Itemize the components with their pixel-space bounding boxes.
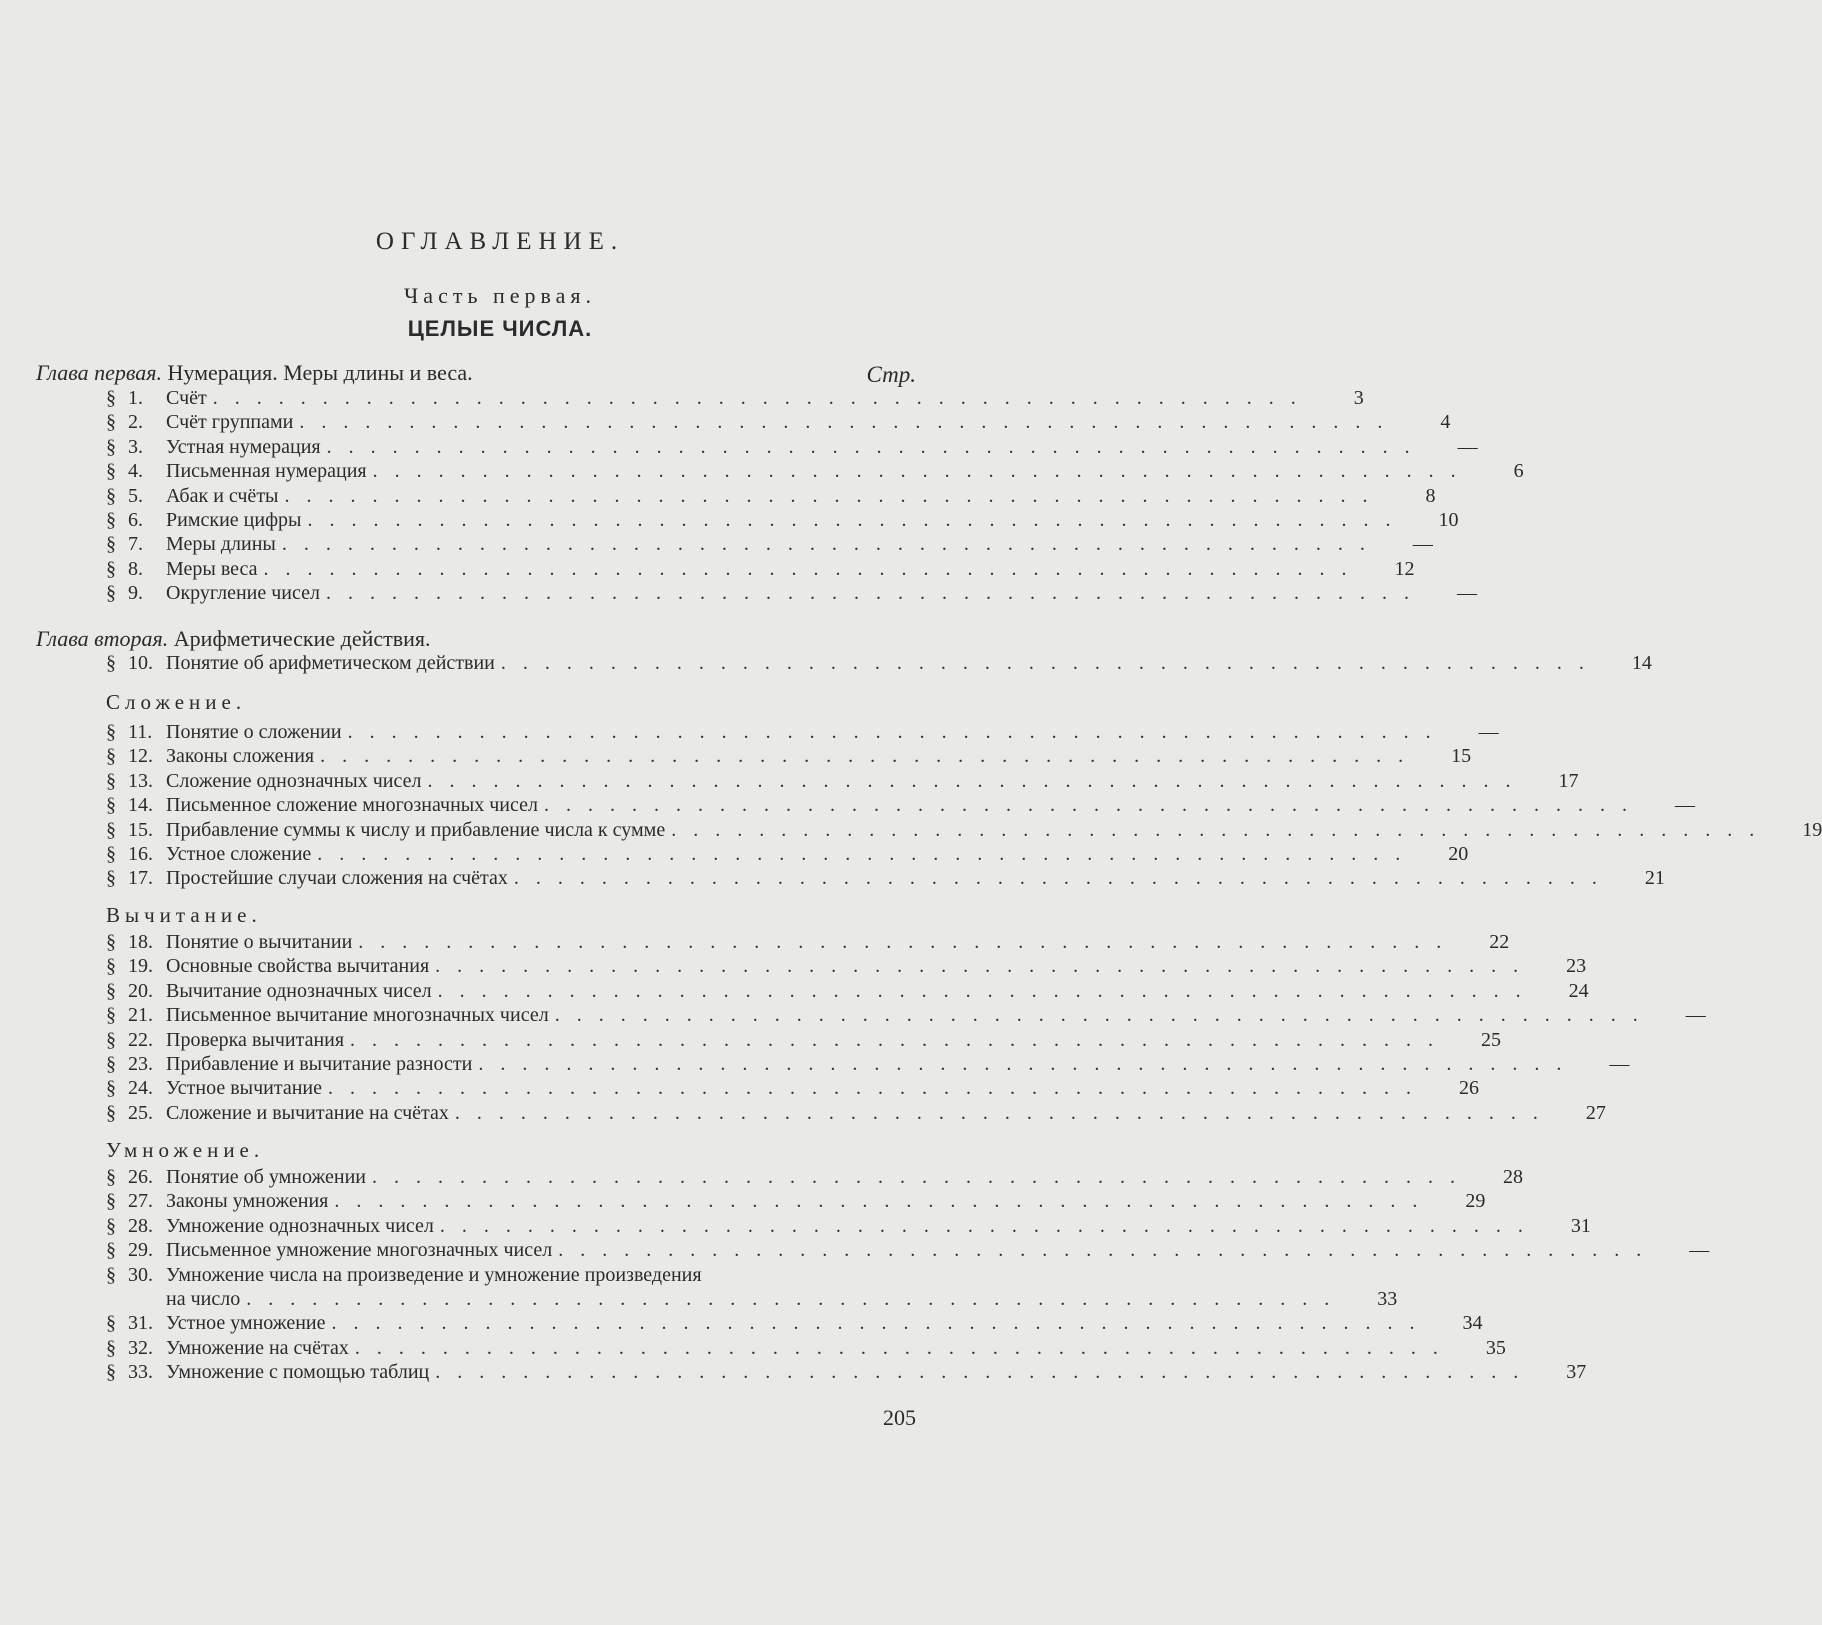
entry-page: 20: [1448, 843, 1469, 865]
toc-entry: [106, 484, 1436, 508]
chapter-label: Глава вторая.: [36, 626, 169, 651]
entry-title: Письменное сложение многозначных чисел: [166, 794, 538, 817]
entry-title: Понятие об арифметическом действии: [166, 652, 495, 674]
toc-entry: [106, 1189, 1486, 1213]
section-symbol: §: [106, 721, 116, 743]
toc-entry: [106, 435, 1478, 459]
entry-title: Меры длины: [166, 533, 276, 556]
section-label-subtraction: Вычитание.: [106, 903, 262, 927]
toc-entry: [106, 1076, 1479, 1100]
entry-number: 27.: [128, 1190, 153, 1213]
entry-page: 34: [1462, 1312, 1483, 1335]
dot-leader: . . . . . . . . . . . . . . . . . . . . . . . . . . . . . . . . . . . . . . . . . . . . . . . . . .: [347, 721, 1437, 743]
chapter-title: Нумерация. Меры длины и веса.: [167, 360, 473, 385]
toc-entry: [106, 1360, 1587, 1384]
entry-number: 4.: [128, 460, 143, 483]
entry-number: 29.: [128, 1239, 153, 1262]
entry-number: 19.: [128, 955, 153, 978]
toc-entry: [106, 386, 1364, 410]
dot-leader: . . . . . . . . . . . . . . . . . . . . . . . . . . . . . . . . . . . . . . . . . . . . . . . . . .: [558, 1239, 1648, 1262]
dot-leader: . . . . . . . . . . . . . . . . . . . . . . . . . . . . . . . . . . . . . . . . . . . . . . . . . .: [350, 1028, 1440, 1051]
entry-number: 32.: [128, 1336, 153, 1359]
page-number: 205: [883, 1405, 916, 1430]
section-symbol: §: [106, 1028, 116, 1051]
entry-title: Законы умножения: [166, 1190, 329, 1213]
entry-page: 17: [1558, 769, 1579, 792]
toc-entry: [106, 410, 1451, 434]
entry-title: Сложение однозначных чисел: [166, 769, 422, 792]
entry-number: 7.: [128, 533, 143, 556]
dot-leader: . . . . . . . . . . . . . . . . . . . . . . . . . . . . . . . . . . . . . . . . . . . . . . . . . .: [354, 1336, 1444, 1359]
entry-number: 14.: [128, 794, 153, 817]
entry-number: 5.: [128, 484, 143, 507]
entry-title: Понятие о сложении: [166, 721, 342, 743]
dot-leader: . . . . . . . . . . . . . . . . . . . . . . . . . . . . . . . . . . . . . . . . . . . . . . . . . .: [435, 1361, 1525, 1384]
section-symbol: §: [106, 533, 116, 556]
toc-entry: [106, 769, 1579, 793]
section-symbol: §: [106, 557, 116, 580]
section-symbol: §: [106, 979, 116, 1002]
dot-leader: . . . . . . . . . . . . . . . . . . . . . . . . . . . . . . . . . . . . . . . . . . . . . . . . . .: [281, 533, 1371, 556]
entry-page: —: [1478, 721, 1499, 743]
entry-title: Устное умножение: [166, 1312, 326, 1335]
toc-entry: [106, 1336, 1506, 1360]
toc-entry: [106, 979, 1589, 1003]
entry-title: Письменная нумерация: [166, 460, 367, 483]
entry-title: Прибавление суммы к числу и прибавление числа к сумме: [166, 818, 666, 841]
entry-number: 13.: [128, 769, 153, 792]
section-symbol: §: [106, 769, 116, 792]
entry-number: 11.: [128, 721, 153, 743]
dot-leader: . . . . . . . . . . . . . . . . . . . . . . . . . . . . . . . . . . . . . . . . . . . . . . . . . .: [478, 1053, 1568, 1075]
toc-entry: [106, 581, 1477, 605]
section-symbol: §: [106, 745, 116, 768]
entry-title: Письменное вычитание многозначных чисел: [166, 1004, 549, 1027]
entry-number: 1.: [128, 387, 143, 409]
dot-leader: . . . . . . . . . . . . . . . . . . . . . . . . . . . . . . . . . . . . . . . . . . . . . . . . . .: [284, 484, 1374, 507]
dot-leader: . . . . . . . . . . . . . . . . . . . . . . . . . . . . . . . . . . . . . . . . . . . . . . . . . .: [437, 979, 1527, 1002]
entry-page: —: [1609, 1053, 1630, 1075]
section-symbol: §: [106, 460, 116, 483]
entry-page: —: [1412, 533, 1433, 556]
toc-entry: [106, 1165, 1523, 1189]
section-symbol: §: [106, 652, 116, 674]
entry-title: Прибавление и вычитание разности: [166, 1053, 473, 1075]
dot-leader: . . . . . . . . . . . . . . . . . . . . . . . . . . . . . . . . . . . . . . . . . . . . . . . . . .: [500, 652, 1590, 674]
entry-page: —: [1689, 1239, 1710, 1262]
dot-leader: . . . . . . . . . . . . . . . . . . . . . . . . . . . . . . . . . . . . . . . . . . . . . . . . . .: [263, 557, 1353, 580]
dot-leader: . . . . . . . . . . . . . . . . . . . . . . . . . . . . . . . . . . . . . . . . . . . . . . . . . .: [212, 387, 1302, 409]
page-column-label: Стр.: [866, 362, 916, 387]
entry-title: Умножение с помощью таблиц: [166, 1361, 430, 1384]
toc-entry: [106, 532, 1433, 556]
entry-page: 26: [1459, 1077, 1479, 1100]
section-label-multiplication: Умножение.: [106, 1138, 265, 1162]
page-title: ОГЛАВЛЕНИЕ.: [375, 228, 625, 255]
section-symbol: §: [106, 955, 116, 978]
dot-leader: . . . . . . . . . . . . . . . . . . . . . . . . . . . . . . . . . . . . . . . . . . . . . . . . . .: [371, 1166, 1461, 1188]
section-symbol: §: [106, 1239, 116, 1262]
entry-page: —: [1457, 435, 1478, 458]
entry-number: 22.: [128, 1028, 153, 1051]
entry-number: 18.: [128, 931, 153, 953]
section-symbol: §: [106, 931, 116, 953]
entry-page: 12: [1394, 557, 1415, 580]
toc-entry: [106, 1263, 1398, 1311]
entry-number: 2.: [128, 411, 143, 434]
section-symbol: §: [106, 1190, 116, 1213]
dot-leader: . . . . . . . . . . . . . . . . . . . . . . . . . . . . . . . . . . . . . . . . . . . . . . . . . .: [334, 1190, 1424, 1213]
entry-number: 28.: [128, 1214, 153, 1237]
toc-entry: [106, 744, 1472, 768]
entry-number: 16.: [128, 843, 153, 865]
dot-leader: . . . . . . . . . . . . . . . . . . . . . . . . . . . . . . . . . . . . . . . . . . . . . . . . . .: [331, 1312, 1421, 1335]
part-subtitle: ЦЕЛЫЕ ЧИСЛА.: [407, 316, 593, 341]
entry-title: Законы сложения: [166, 745, 315, 768]
entry-title: Счёт: [166, 387, 207, 409]
entry-title: Письменное умножение многозначных чисел: [166, 1239, 553, 1262]
dot-leader: . . . . . . . . . . . . . . . . . . . . . . . . . . . . . . . . . . . . . . . . . . . . . . . . . .: [299, 411, 1389, 434]
dot-leader: . . . . . . . . . . . . . . . . . . . . . . . . . . . . . . . . . . . . . . . . . . . . . . . . . .: [513, 867, 1603, 890]
section-symbol: §: [106, 509, 116, 531]
toc-entry: [106, 866, 1665, 890]
section-symbol: §: [106, 435, 116, 458]
entry-page: 35: [1485, 1336, 1506, 1359]
entry-page: 37: [1566, 1361, 1587, 1384]
entry-title: Устное сложение: [166, 843, 312, 865]
entry-number: 31.: [128, 1312, 153, 1335]
entry-page: 21: [1644, 867, 1665, 890]
entry-page: 15: [1451, 745, 1472, 768]
entry-number: 21.: [128, 1004, 153, 1027]
toc-entry: [106, 954, 1587, 978]
section-label-addition: Сложение.: [106, 690, 247, 714]
entry-page: 29: [1465, 1190, 1486, 1213]
section-symbol: §: [106, 411, 116, 434]
section-symbol: §: [106, 818, 116, 841]
dot-leader: . . . . . . . . . . . . . . . . . . . . . . . . . . . . . . . . . . . . . . . . . . . . . . . . . .: [325, 582, 1415, 605]
entry-title-continued: на число: [166, 1287, 241, 1310]
toc-entry: [106, 818, 1822, 842]
section-symbol: §: [106, 1004, 116, 1027]
entry-page: 8: [1425, 484, 1436, 507]
section-symbol: §: [106, 794, 116, 817]
entry-title: Округление чисел: [166, 582, 320, 605]
dot-leader: . . . . . . . . . . . . . . . . . . . . . . . . . . . . . . . . . . . . . . . . . . . . . . . . . .: [328, 1077, 1417, 1100]
dot-leader: . . . . . . . . . . . . . . . . . . . . . . . . . . . . . . . . . . . . . . . . . . . . . . . . . .: [427, 769, 1517, 792]
entry-page: 25: [1481, 1028, 1502, 1051]
entry-number: 10.: [128, 652, 153, 674]
toc-entry: [106, 1028, 1502, 1052]
entry-title: Счёт группами: [166, 411, 294, 434]
section-symbol: §: [106, 867, 116, 890]
entry-page: 24: [1568, 979, 1589, 1002]
section-symbol: §: [106, 1166, 116, 1188]
entry-number: 30.: [128, 1263, 153, 1286]
dot-leader: . . . . . . . . . . . . . . . . . . . . . . . . . . . . . . . . . . . . . . . . . . . . . . . . . .: [671, 818, 1761, 841]
dot-leader: . . . . . . . . . . . . . . . . . . . . . . . . . . . . . . . . . . . . . . . . . . . . . . . . . .: [307, 509, 1397, 531]
section-symbol: §: [106, 582, 116, 605]
entry-title: Умножение числа на произведение и умножение произведения: [166, 1263, 702, 1286]
dot-leader: . . . . . . . . . . . . . . . . . . . . . . . . . . . . . . . . . . . . . . . . . . . . . . . . . .: [326, 435, 1416, 458]
section-symbol: §: [106, 1214, 116, 1237]
entry-page: 28: [1502, 1166, 1523, 1188]
entry-title: Основные свойства вычитания: [166, 955, 430, 978]
toc-entry: [106, 1003, 1706, 1027]
entry-title: Понятие об умножении: [166, 1166, 366, 1188]
toc-entry: [106, 720, 1499, 744]
entry-page: 27: [1585, 1101, 1606, 1124]
dot-leader: . . . . . . . . . . . . . . . . . . . . . . . . . . . . . . . . . . . . . . . . . . . . . . . . . .: [358, 931, 1448, 953]
toc-entry: [106, 930, 1510, 954]
section-symbol: §: [106, 1263, 116, 1286]
entry-number: 25.: [128, 1101, 153, 1124]
entry-title: Сложение и вычитание на счётах: [166, 1101, 449, 1124]
entry-page: 3: [1353, 387, 1364, 409]
dot-leader: . . . . . . . . . . . . . . . . . . . . . . . . . . . . . . . . . . . . . . . . . . . . . . . . . .: [454, 1101, 1544, 1124]
entry-number: 12.: [128, 745, 153, 768]
toc-entry: [106, 508, 1459, 532]
entry-title: Абак и счёты: [166, 484, 279, 507]
section-symbol: §: [106, 484, 116, 507]
section-symbol: §: [106, 843, 116, 865]
chapter-heading-1: [36, 360, 473, 386]
entry-number: 6.: [128, 509, 143, 531]
section-symbol: §: [106, 387, 116, 409]
toc-entry: [106, 1101, 1606, 1125]
entry-title: Меры веса: [166, 557, 258, 580]
entry-number: 17.: [128, 867, 153, 890]
entry-page: 31: [1570, 1214, 1591, 1237]
entry-page: 22: [1489, 931, 1510, 953]
entry-page: 10: [1438, 509, 1459, 531]
entry-page: 6: [1513, 460, 1524, 483]
entry-title: Умножение однозначных чисел: [166, 1214, 434, 1237]
entry-title: Римские цифры: [166, 509, 302, 531]
entry-number: 33.: [128, 1361, 153, 1384]
entry-page: 23: [1566, 955, 1587, 978]
toc-entry: [106, 1214, 1591, 1238]
entry-number: 9.: [128, 582, 143, 605]
entry-number: 20.: [128, 979, 153, 1002]
dot-leader: . . . . . . . . . . . . . . . . . . . . . . . . . . . . . . . . . . . . . . . . . . . . . . . . . .: [246, 1287, 1336, 1310]
dot-leader: . . . . . . . . . . . . . . . . . . . . . . . . . . . . . . . . . . . . . . . . . . . . . . . . . .: [320, 745, 1410, 768]
dot-leader: . . . . . . . . . . . . . . . . . . . . . . . . . . . . . . . . . . . . . . . . . . . . . . . . . .: [554, 1004, 1644, 1027]
entry-number: 8.: [128, 557, 143, 580]
toc-entry: [106, 651, 1652, 675]
entry-page: 19: [1802, 818, 1822, 841]
section-symbol: §: [106, 1101, 116, 1124]
entry-title: Умножение на счётах: [166, 1336, 349, 1359]
section-symbol: §: [106, 1077, 116, 1100]
chapter-heading-2: [36, 626, 431, 652]
dot-leader: . . . . . . . . . . . . . . . . . . . . . . . . . . . . . . . . . . . . . . . . . . . . . . . . . .: [435, 955, 1525, 978]
entry-title: Понятие о вычитании: [166, 931, 353, 953]
entry-title: Устное вычитание: [166, 1077, 322, 1100]
entry-number: 3.: [128, 435, 143, 458]
toc-entry: [106, 793, 1695, 817]
chapter-title: Арифметические действия.: [173, 626, 431, 651]
entry-number: 23.: [128, 1053, 153, 1075]
toc-entry: [106, 1238, 1710, 1262]
entry-title: Устная нумерация: [166, 435, 321, 458]
part-heading: Часть первая.: [404, 283, 596, 308]
dot-leader: . . . . . . . . . . . . . . . . . . . . . . . . . . . . . . . . . . . . . . . . . . . . . . . . . .: [439, 1214, 1529, 1237]
entry-page: —: [1674, 794, 1695, 817]
entry-page: —: [1456, 582, 1477, 605]
section-symbol: §: [106, 1336, 116, 1359]
toc-entry: [106, 1311, 1483, 1335]
entry-page: —: [1685, 1004, 1706, 1027]
section-symbol: §: [106, 1312, 116, 1335]
section-symbol: §: [106, 1053, 116, 1075]
entry-title: Вычитание однозначных чисел: [166, 979, 432, 1002]
dot-leader: . . . . . . . . . . . . . . . . . . . . . . . . . . . . . . . . . . . . . . . . . . . . . . . . . .: [317, 843, 1407, 865]
entry-page: 4: [1440, 411, 1451, 434]
entry-number: 26.: [128, 1166, 153, 1188]
dot-leader: . . . . . . . . . . . . . . . . . . . . . . . . . . . . . . . . . . . . . . . . . . . . . . . . . .: [372, 460, 1462, 483]
entry-number: 15.: [128, 818, 153, 841]
toc-entry: [106, 557, 1415, 581]
entry-page: 33: [1377, 1287, 1398, 1310]
toc-entry: [106, 459, 1524, 483]
entry-title: Проверка вычитания: [166, 1028, 345, 1051]
entry-title: Простейшие случаи сложения на счётах: [166, 867, 508, 890]
toc-entry: [106, 842, 1469, 866]
dot-leader: . . . . . . . . . . . . . . . . . . . . . . . . . . . . . . . . . . . . . . . . . . . . . . . . . .: [543, 794, 1633, 817]
entry-number: 24.: [128, 1077, 153, 1100]
entry-page: 14: [1631, 652, 1652, 674]
section-symbol: §: [106, 1361, 116, 1384]
chapter-label: Глава первая.: [36, 360, 162, 385]
toc-entry: [106, 1052, 1630, 1076]
